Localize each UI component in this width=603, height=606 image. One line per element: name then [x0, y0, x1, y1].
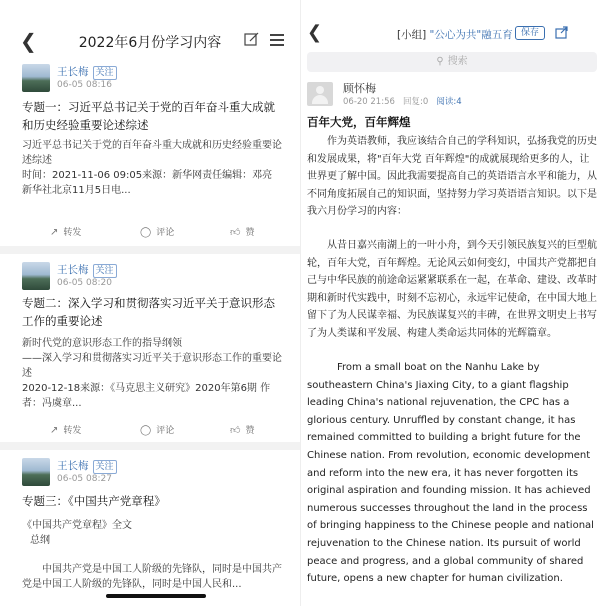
- page-title: 2022年6月份学习内容: [78, 35, 222, 51]
- like-icon: 👍︎: [230, 227, 241, 238]
- divider: [0, 246, 300, 254]
- back-arrow-icon[interactable]: ❮: [20, 29, 37, 53]
- post-title[interactable]: 专题二：深入学习和贯彻落实习近平关于意识形态工作的重要论述: [22, 296, 275, 328]
- left-header: [0, 26, 300, 56]
- edit-icon[interactable]: [244, 32, 259, 47]
- back-arrow-icon[interactable]: ❮: [307, 22, 323, 43]
- post-meta: [343, 95, 462, 107]
- author-name[interactable]: 王长梅: [57, 264, 89, 276]
- right-header: [301, 22, 603, 46]
- author-name[interactable]: 王长梅: [57, 66, 89, 78]
- group-title: [397, 27, 513, 42]
- article-paragraph-2: 从昔日嘉兴南湖上的一叶小舟，到今天引领民族复兴的巨型航轮，百年大党，百年辉煌。无论风云如何变幻，中国共产党都把自己与中华民族的前途命运紧紧联系在一起，在革命、建设、改革时期和新时代实践中，时刻不忘初心，永远牢记使命，在中国大地上留下了为人民谋幸福、为民族谋复兴的丰碑，在世界文明史上书写了为人类谋和平发展、构建人类命运共同体的光辉篇章。: [307, 240, 597, 339]
- follow-tag[interactable]: 关注: [93, 460, 117, 474]
- body-line: 习近平总书记关于党的百年奋斗重大成就和历史经验重要论述综述: [22, 140, 282, 166]
- read-count: 阅读:4: [436, 97, 462, 107]
- author-row: [57, 64, 117, 80]
- body-line: 时间：2021-11-06 09:05来源：新华网责任编辑：邓亮: [22, 170, 273, 181]
- author-row: [57, 262, 117, 278]
- search-placeholder: 搜索: [447, 56, 468, 67]
- home-indicator[interactable]: [106, 594, 206, 598]
- search-input[interactable]: [307, 52, 597, 72]
- body-line: 2020-12-18来源：《马克思主义研究》2020年第6期 作者：冯虞章...: [22, 383, 271, 409]
- post-title[interactable]: 专题三：《中国共产党章程》: [22, 494, 166, 508]
- menu-icon[interactable]: [270, 34, 284, 46]
- author-row: [57, 458, 117, 474]
- follow-tag[interactable]: 关注: [93, 264, 117, 278]
- share-button[interactable]: ↗ 转发: [50, 425, 82, 436]
- group-prefix: [小组]: [397, 29, 427, 41]
- post-time: 06-05 08:16: [57, 80, 112, 90]
- comment-icon: ◯: [140, 227, 152, 238]
- share-button[interactable]: ↗ 转发: [50, 227, 82, 238]
- post-body[interactable]: [22, 138, 284, 198]
- avatar[interactable]: [22, 262, 50, 290]
- author-name[interactable]: 顾怀梅: [343, 82, 376, 95]
- post-actions: [0, 222, 300, 242]
- article-heading: 百年大党，百年辉煌: [307, 115, 411, 129]
- like-button[interactable]: 👍︎ 赞: [230, 227, 255, 238]
- comment-icon: ◯: [140, 425, 152, 436]
- body-line: 中国共产党是中国工人阶级的先锋队，同时是中国共产党是中国工人阶级的先锋队，同时是中国人民和...: [22, 564, 282, 590]
- avatar[interactable]: [22, 458, 50, 486]
- comment-button[interactable]: ◯ 评论: [140, 425, 175, 436]
- article-paragraph-english: From a small boat on the Nanhu Lake by southeastern China's Jiaxing City, to a giant flagship leading China's national rejuvenation, the CPC has a glorious century. Unruffled by constant change, it has remained committed to building a bright future for the Chinese nation. From revolution, economic development and reform into the new era, it has never forgotten its original aspiration and founding mission. It has achieved numerous successes throughout the land in the process of bringing happiness to the Chinese people and national rejuvenation to the Chinese nation. Its pursuit of world peace and progress, and a global community of shared future, opens a new chapter for human civilization.: [307, 362, 594, 585]
- post-time: 06-05 08:27: [57, 474, 112, 484]
- article-paragraph-1: 作为英语教师，我应该结合自己的学科知识，弘扬我党的历史和发展成果，将"百年大党 百年辉煌"的成就展现给更多的人，让世界更了解中国。因此我需要提高自己的英语语言水平和能力，从不同角度拓展自己的知识面，坚持努力学习英语语言知识。以下是我六月份学习的内容：: [307, 136, 597, 217]
- body-line: 总纲: [30, 535, 50, 546]
- post-body[interactable]: [22, 518, 284, 592]
- comment-button[interactable]: ◯ 评论: [140, 227, 175, 238]
- search-icon: ⚲: [436, 56, 444, 67]
- body-line: 新华社北京11月5日电...: [22, 185, 131, 196]
- body-line: ——深入学习和贯彻落实习近平关于意识形态工作的重要论述: [22, 353, 282, 379]
- right-panel: [300, 0, 603, 606]
- like-icon: 👍︎: [230, 425, 241, 436]
- divider: [0, 442, 300, 450]
- post-time: 06-05 08:20: [57, 278, 112, 288]
- post-title[interactable]: 专题一：习近平总书记关于党的百年奋斗重大成就和历史经验重要论述综述: [22, 100, 275, 132]
- body-line: 新时代党的意识形态工作的指导纲领: [22, 338, 182, 349]
- post-actions: [0, 420, 300, 440]
- author-name[interactable]: 王长梅: [57, 460, 89, 472]
- share-icon: ↗: [50, 227, 59, 238]
- group-name: "公心为共"融五育: [429, 29, 513, 41]
- follow-tag[interactable]: 关注: [93, 66, 117, 80]
- save-button[interactable]: 保存: [515, 26, 545, 40]
- avatar[interactable]: [22, 64, 50, 92]
- default-avatar-icon[interactable]: [307, 82, 333, 106]
- share-icon: ↗: [50, 425, 59, 436]
- post-time: 06-20 21:56: [343, 97, 395, 107]
- share-icon[interactable]: [555, 25, 569, 39]
- body-line: 《中国共产党章程》全文: [22, 520, 132, 531]
- left-panel: [0, 0, 300, 606]
- post-body[interactable]: [22, 336, 284, 411]
- like-button[interactable]: 👍︎ 赞: [230, 425, 255, 436]
- reply-count[interactable]: 回复:0: [403, 97, 429, 107]
